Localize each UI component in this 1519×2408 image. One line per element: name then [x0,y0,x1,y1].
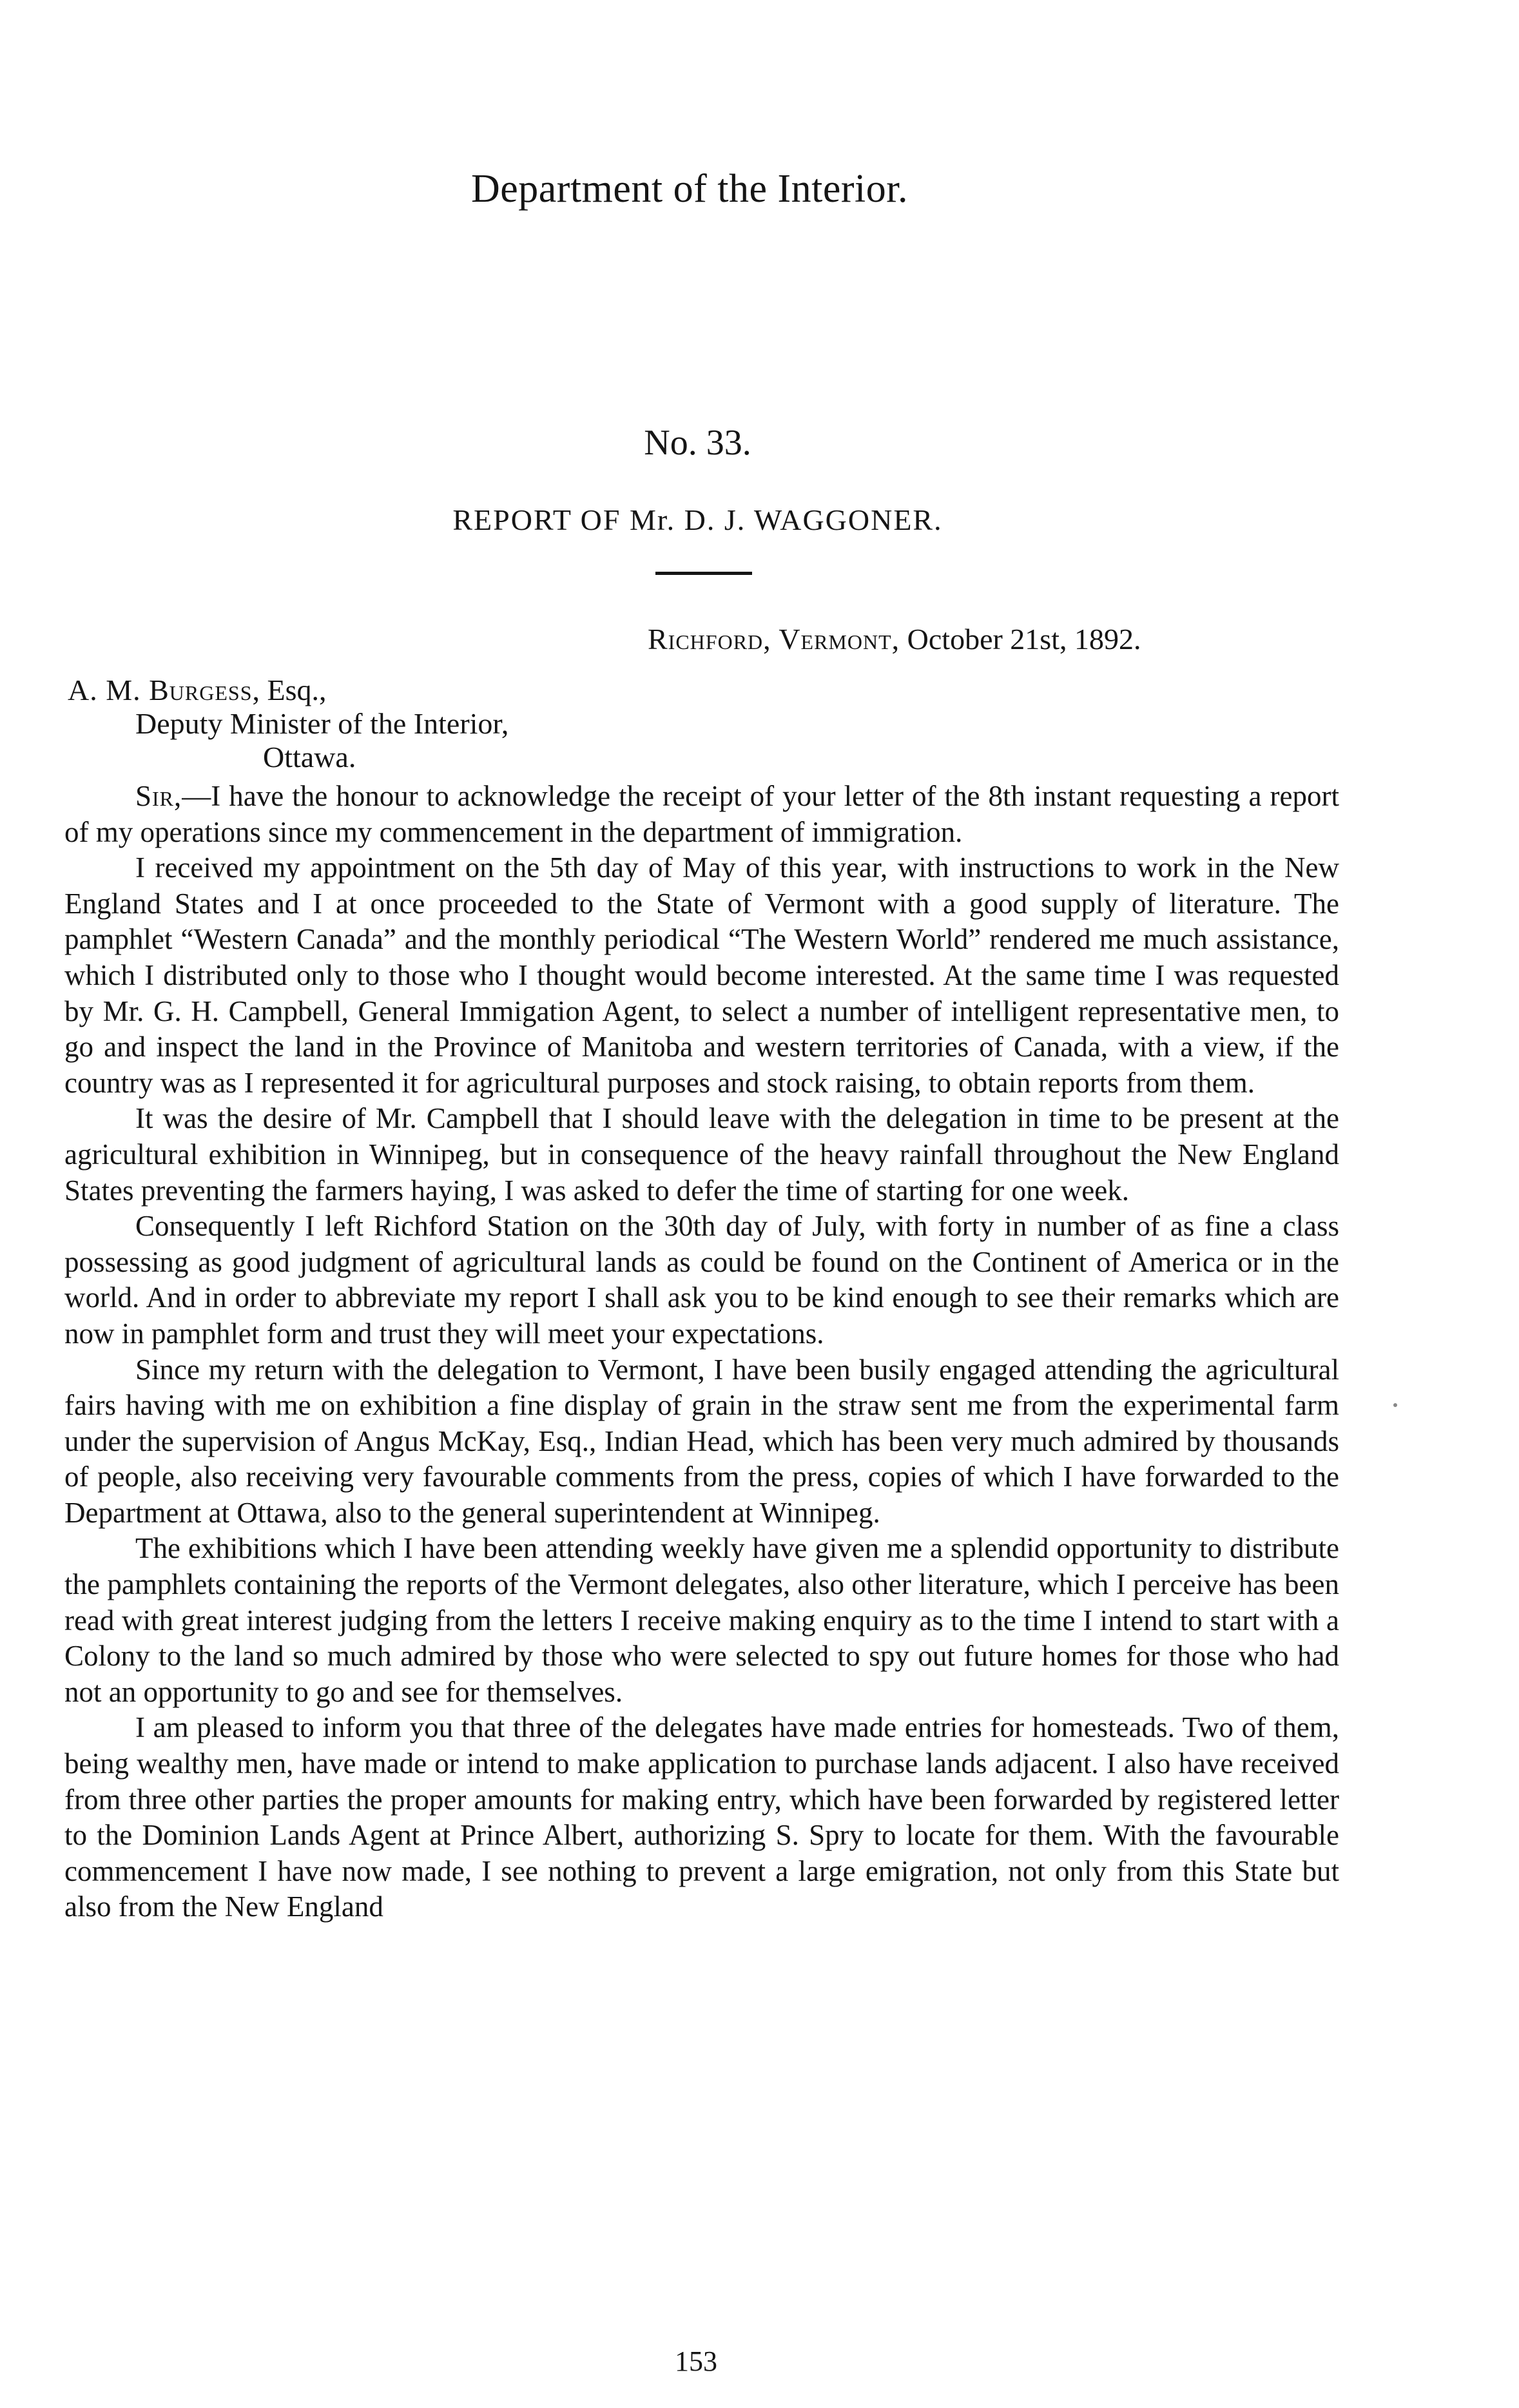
paragraph-1-text: —I have the honour to acknowledge the receipt of your letter of the 8th instant requesting a report of my operations since my commencement in the department of immigration. [64,780,1339,848]
title-divider-rule [655,572,752,575]
recipient-position: Deputy Minister of the Interior, [135,707,509,740]
paragraph-5: Since my return with the delegation to Vermont, I have been busily engaged attending the agricultural fairs having with me on exhibition a fine display of grain in the straw sent me from the experimental farm under the supervision of Angus McKay, Esq., Indian Head, which has been very much admired by thousands of people, also receiving very favourable comments from the press, copies of which I have forwarded to the Department at Ottawa, also to the general superintendent at Winnipeg. [64,1353,1339,1529]
recipient-suffix: , Esq., [252,674,327,706]
dateline-date: October 21st, 1892. [907,623,1141,655]
paragraph-1 [64,779,1339,850]
recipient-name: A. M. Burgess [68,674,253,706]
dateline-place: Richford, Vermont, [648,623,900,655]
department-header: Department of the Interior. [470,167,909,211]
paragraph-4: Consequently I left Richford Station on the 30th day of July, with forty in number of as fine a class possessing as good judgment of agricultural lands as could be found on the Continent of America or in the world. And in order to abbreviate my report I shall ask you to be kind enough to see their remarks which are now in pamphlet form and trust they will meet your expectations. [64,1210,1339,1350]
page-number: 153 [675,2345,717,2377]
report-number: No. 33. [644,423,751,463]
paragraph-6: The exhibitions which I have been attending weekly have given me a splendid opportunity to distribute the pamphlets containing the reports of the Vermont delegates, also other literature, which I perceive has been read with great interest judging from the letters I receive making enquiry as to the time I intend to start with a Colony to the land so much admired by those who were selected to spy out future homes for those who had not an opportunity to go and see for themselves. [64,1532,1339,1708]
recipient-address [68,674,508,774]
paragraph-3: It was the desire of Mr. Campbell that I should leave with the delegation in time to be present at the agricultural exhibition in Winnipeg, but in consequence of the heavy rainfall throughout the New England States preventing the farmers haying, I was asked to defer the time of starting for one week. [64,1102,1339,1207]
report-title: REPORT OF Mr. D. J. WAGGONER. [452,503,943,536]
paragraph-7: I am pleased to inform you that three of the delegates have made entries for homesteads. Two of them, being wealthy men, have made or intend to make application to purchase lands adjacent. I also have received from three other parties the proper amounts for making entry, which have been forwarded by registered letter to the Dominion Lands Agent at Prince Albert, authorizing S. Spry to locate for them. With the favourable commencement I have now made, I see nothing to prevent a large emigration, not only from this State but also from the New England [64,1711,1339,1923]
recipient-name-line [68,674,508,707]
salutation: Sir, [135,780,182,812]
recipient-city: Ottawa. [263,741,356,773]
scan-speck [1393,1403,1397,1407]
letter-body [64,779,1339,1925]
paragraph-2: I received my appointment on the 5th day of May of this year, with instructions to work in the New England States and I at once proceeded to the State of Vermont with a good supply of literature. The pamphlet “Western Canada” and the monthly periodical “The Western World” rendered me much assistance, which I distributed only to those who I thought would become interested. At the same time I was requested by Mr. G. H. Campbell, General Immigation Agent, to select a number of intelligent representative men, to go and inspect the land in the Province of Manitoba and western territories of Canada, with a view, if the country was as I represented it for agricultural purposes and stock raising, to obtain reports from them. [64,851,1339,1099]
dateline [648,622,1141,656]
